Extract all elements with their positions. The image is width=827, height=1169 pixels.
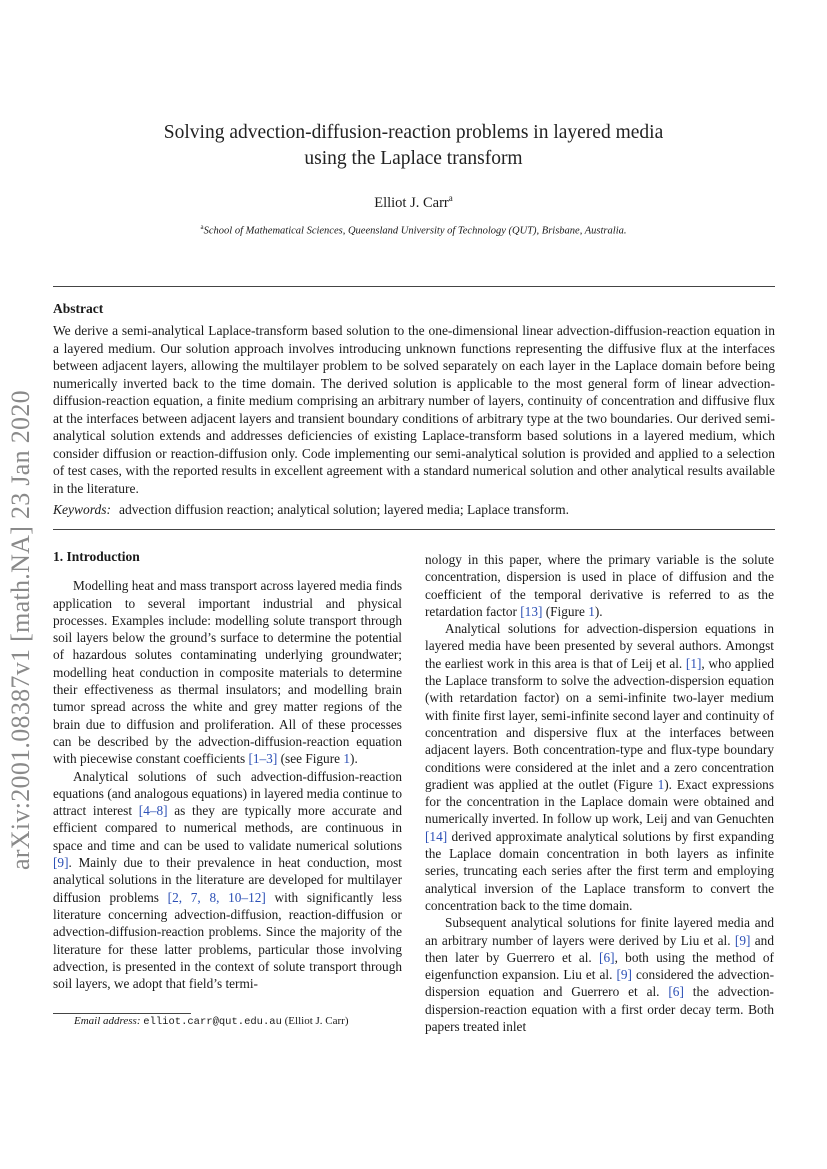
abstract-body: We derive a semi-analytical Laplace-transform based solution to the one-dimensional linear advection-diffusion-reaction equation in a layered medium. Our solution approach involves introducing unknown functions representing the diffusive flux at the interfaces between adjacent layers, allowing the multilayer problem to be solved separately on each layer in the Laplace domain before being numerically inverted back to the time domain. The derived solution is applicable to the most general form of linear advection-diffusion-reaction equation, a finite medium comprising an arbitrary number of layers, continuity of concentration and diffusive flux at the interfaces between adjacent layers and transient boundary conditions of arbitrary type at the two boundaries. Our derived semi-analytical solution extends and addresses deficiencies of existing Laplace-transform based solutions in a layered medium, which consider diffusion or reaction-diffusion only. Code implementing our semi-analytical solution is provided and applied to a selection of test cases, with the reported results in excellent agreement with a standard numerical solution and other analytical results available in the literature. <box>53 323 775 496</box>
paper-title <box>100 120 727 172</box>
text-run: as they are typically more accurate and efficient compared to numerical methods, are continuous in space and time and can be used to validate numerical solutions <box>53 803 402 853</box>
keywords-label: Keywords: <box>53 502 111 517</box>
text-run: ). Exact expressions for the concentration in the Laplace domain were obtained and numerically inverted. In follow up work, Leij and van Genuchten <box>425 776 774 827</box>
text-run: derived approximate analytical solutions by first expanding the Laplace domain concentration in both layers as infinite series, truncating each series after the first term and employing analytical inversion of the Laplace transform to convert the concentration back to the time domain. <box>425 828 774 913</box>
arxiv-identifier-stamp: arXiv:2001.08387v1 [math.NA] 23 Jan 2020 <box>6 390 35 870</box>
citation-link[interactable]: [1] <box>685 655 702 671</box>
title-line-1: Solving advection-diffusion-reaction problems in layered media <box>163 122 664 143</box>
abstract-heading: Abstract <box>53 301 104 316</box>
text-run: . Mainly due to their prevalence in heat conduction, most analytical solutions in the literature are developed for multilayer diffusion problems <box>53 855 402 905</box>
abstract-bottom-rule <box>53 529 775 530</box>
paragraph <box>53 768 402 993</box>
section-heading-introduction: 1. Introduction <box>53 549 140 564</box>
text-run: nology in this paper, where the primary variable is the solute concentration, dispersion is used in place of diffusion and the coefficient of the temporal derivative is referred to as the retardation factor <box>425 552 774 619</box>
paragraph <box>425 620 774 914</box>
text-run: (see Figure <box>277 751 344 767</box>
text-run: Analytical solutions of such advection-diffusion-reaction equations (and analogous equations) in layered media continue to attract interest <box>53 768 402 819</box>
paragraph <box>425 551 774 620</box>
footnote-label: Email address: <box>74 1015 141 1027</box>
paragraph <box>53 577 402 767</box>
text-run: (Figure <box>542 603 589 619</box>
figure-link[interactable]: 1 <box>343 751 351 767</box>
affiliation <box>100 223 727 237</box>
keywords <box>53 502 569 518</box>
right-column <box>425 551 774 1035</box>
footnote-email <box>74 1015 349 1028</box>
citation-link[interactable]: [13] <box>520 603 543 619</box>
text-run: , both using the method of eigenfunction expansion. Liu et al. <box>425 949 774 983</box>
text-run: ). <box>594 603 603 619</box>
citation-link[interactable]: [6] <box>668 984 684 1000</box>
text-run: , who applied the Laplace transform to solve the advection-dispersion equation (with retardation factor) on a semi-infinite two-layer medium with finite first layer, semi-infinite second layer and continuity of concentration and dispersive flux at the interfaces between adjacent layers. Both concentration-type and flux-type boundary conditions were considered at the inlet and a zero concentration gradient was applied at the outlet (Figure <box>425 655 775 792</box>
citation-link[interactable]: [14] <box>425 828 448 844</box>
citation-link[interactable]: [4–8] <box>138 803 168 819</box>
footnote-rule <box>53 1013 191 1014</box>
figure-link[interactable]: 1 <box>657 776 665 792</box>
keywords-text: advection diffusion reaction; analytical solution; layered media; Laplace transform. <box>119 502 569 517</box>
footnote-name: (Elliot J. Carr) <box>281 1015 349 1027</box>
author-name: Elliot J. Carr <box>374 194 449 211</box>
title-line-2: using the Laplace transform <box>304 148 523 169</box>
citation-link[interactable]: [9] <box>53 855 69 871</box>
figure-link[interactable]: 1 <box>588 603 595 619</box>
affil-mark: a <box>200 223 204 231</box>
left-column <box>53 548 402 992</box>
text-run: Analytical solutions for advection-dispersion equations in layered media have been presented by several authors. Amongst the earliest work in this area is that of Leij et al. <box>425 621 774 671</box>
text-run: Modelling heat and mass transport across layered media finds application to several important industrial and physical processes. Examples include: modelling solute transport through soil layers below the ground’s surface to determine the potential of hazardous solutes contaminating underlying groundwater; modelling heat conduction in composite materials to determine their effectiveness as thermal insulators; and modelling brain tumor spread across the white and grey matter regions of the brain due to diffusion and proliferation. All of these processes can be described by the advection-diffusion-reaction equation with piecewise constant coefficients <box>53 578 402 767</box>
text-run: and then later by Guerrero et al. <box>425 932 774 965</box>
citation-link[interactable]: [6] <box>599 949 615 965</box>
text-run: with significantly less literature concerning advection-diffusion, reaction-diffusion or advection-diffusion-reaction problems. Since the majority of the literature for these latter problems, particular those involving advection, is presented in the context of solute transport through soil layers, we adopt that field’s termi- <box>53 889 402 992</box>
paragraph <box>425 914 774 1035</box>
author-affil-mark: a <box>448 193 453 203</box>
text-run: considered the advection-dispersion equation and Guerrero et al. <box>425 967 774 1000</box>
citation-link[interactable]: [9] <box>734 932 751 948</box>
text-run: ). <box>350 751 358 767</box>
citation-link[interactable]: [2, 7, 8, 10–12] <box>167 889 266 905</box>
email-link[interactable]: elliot.carr@qut.edu.au <box>143 1016 282 1028</box>
abstract-top-rule <box>53 286 775 287</box>
author-line <box>200 193 627 212</box>
affiliation-text: School of Mathematical Sciences, Queensland University of Technology (QUT), Brisbane, Australia. <box>203 225 627 237</box>
citation-link[interactable]: [9] <box>616 967 632 983</box>
text-run: the advection-dispersion-reaction equation with a first order decay term. Both papers treated inlet <box>425 984 774 1035</box>
citation-link[interactable]: [1–3] <box>248 751 278 767</box>
text-run: Subsequent analytical solutions for finite layered media and an arbitrary number of layers were derived by Liu et al. <box>425 915 774 948</box>
